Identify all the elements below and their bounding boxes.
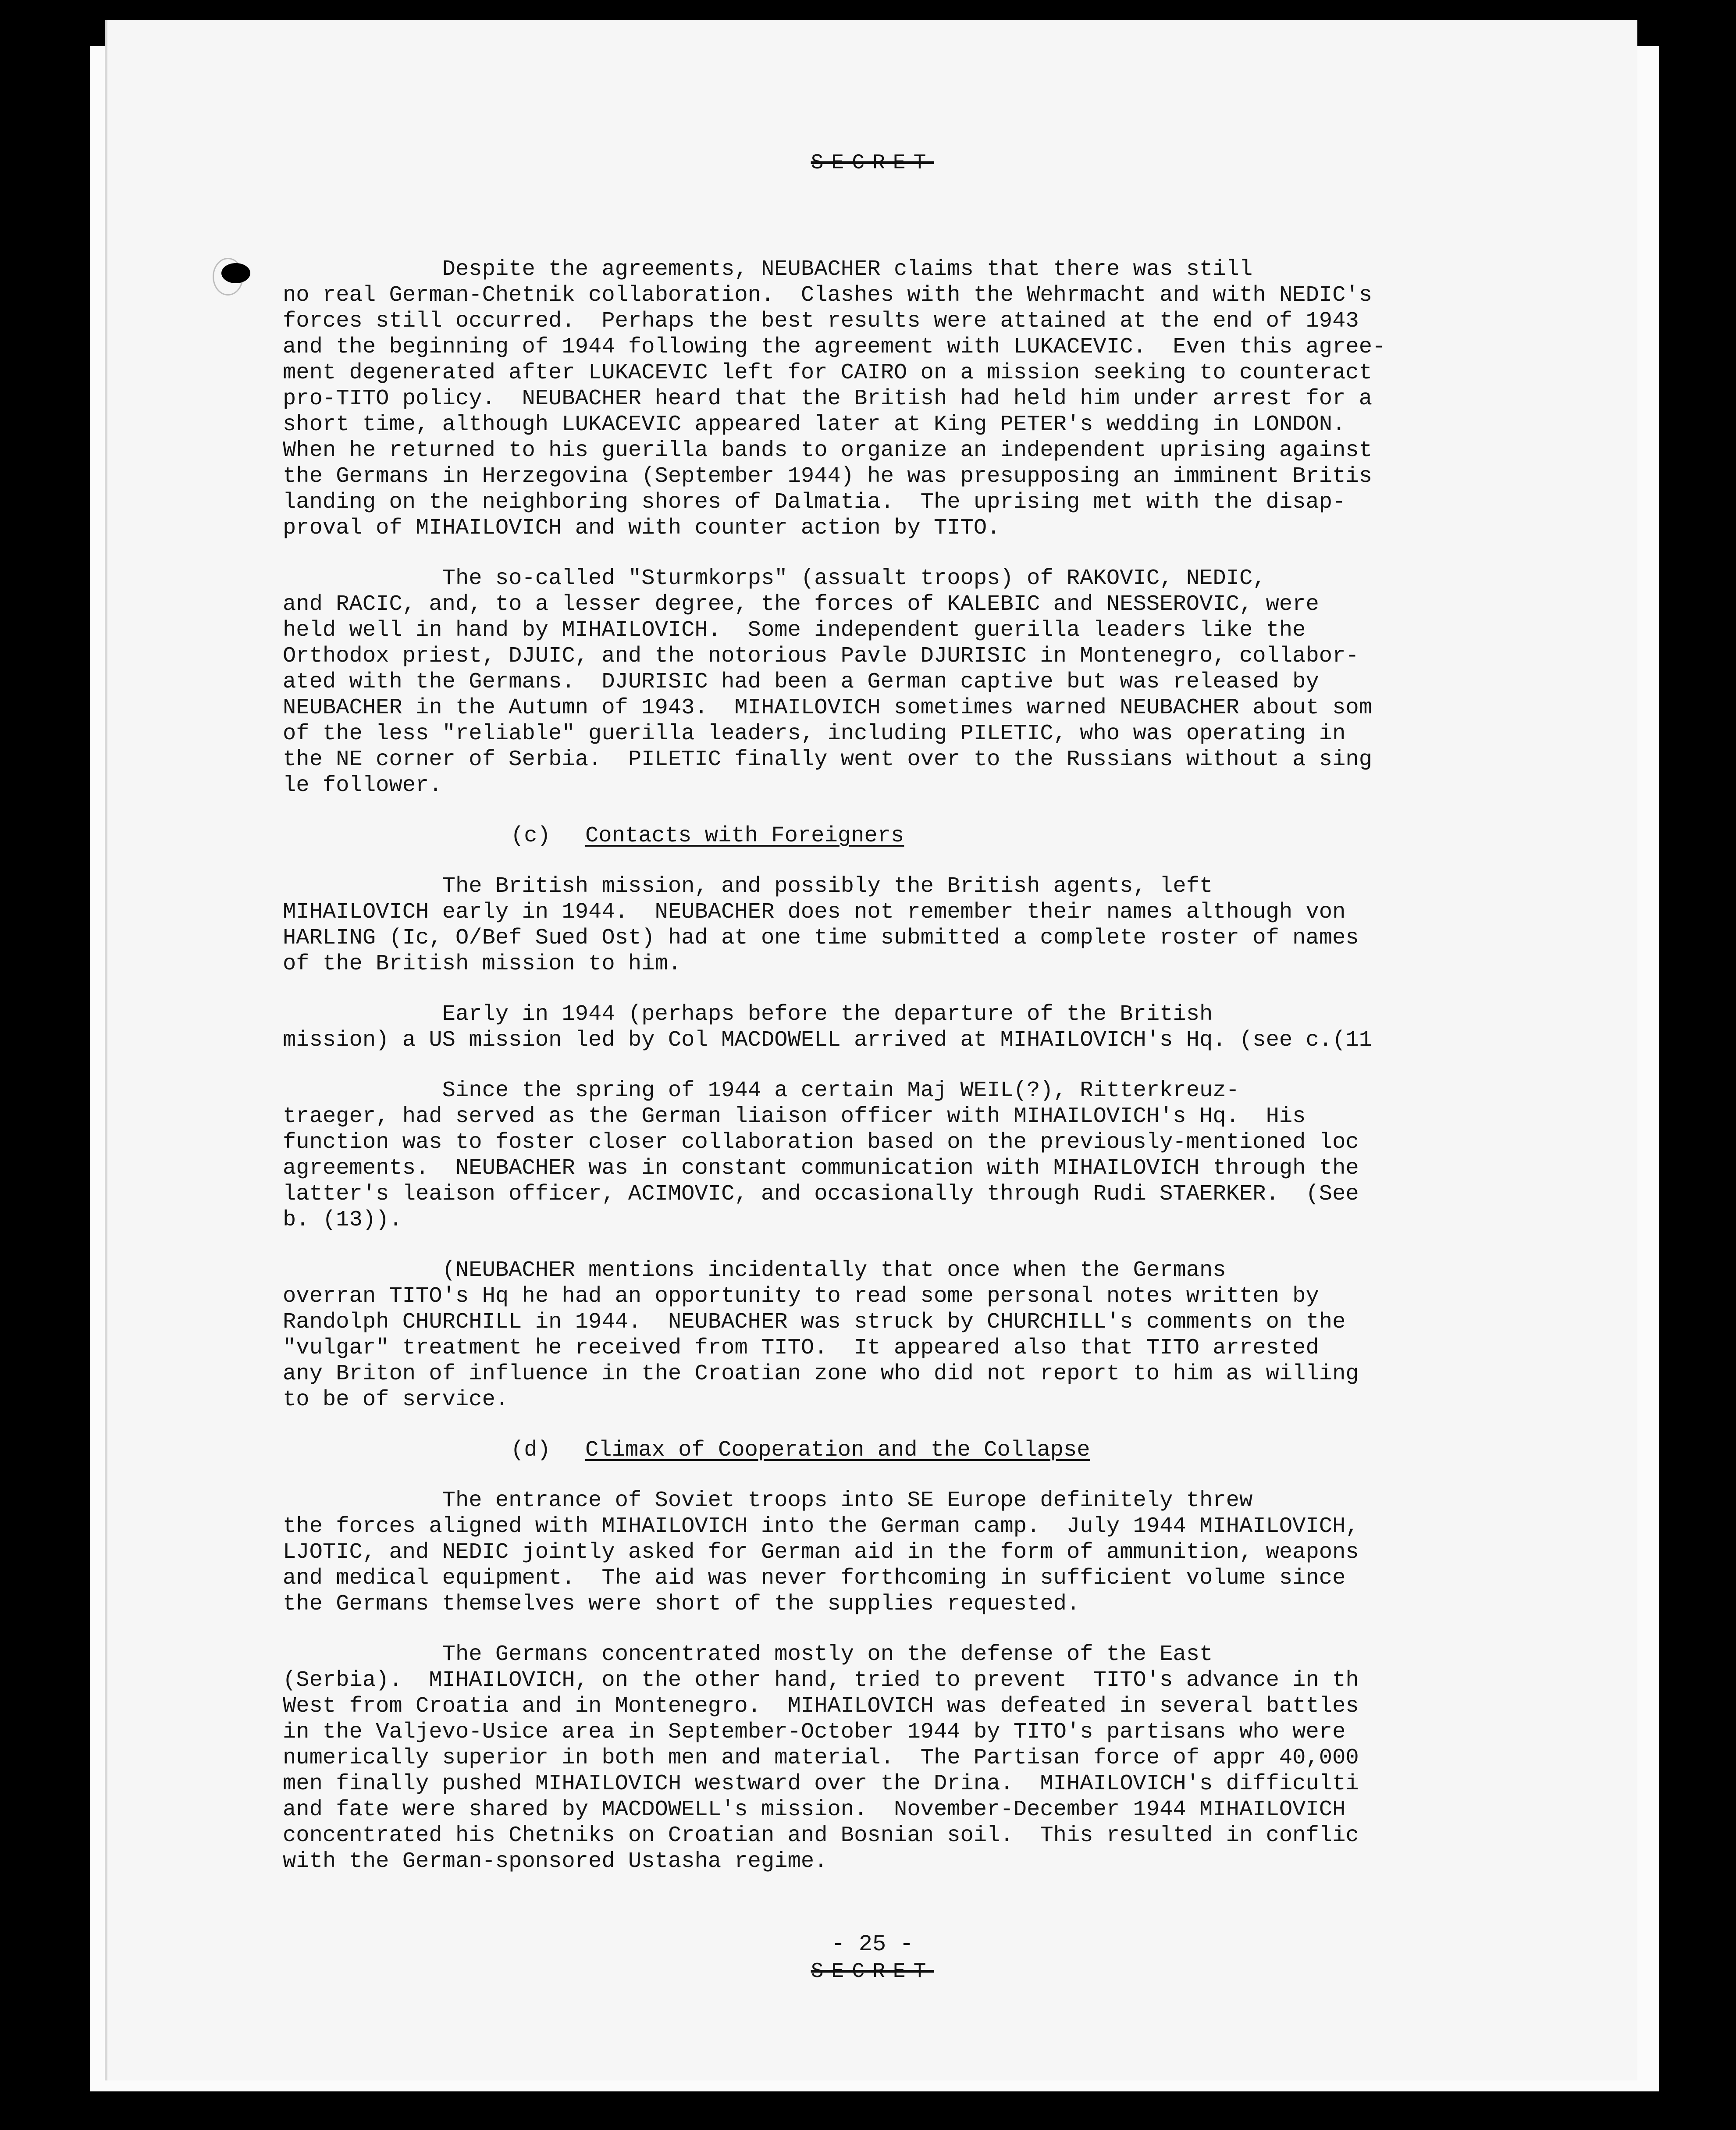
paragraph xyxy=(283,1001,1642,1053)
text-line: b. (13)). xyxy=(283,1207,402,1232)
text-line: the Germans themselves were short of the supplies requested. xyxy=(283,1592,1080,1617)
section-title: Climax of Cooperation and the Collapse xyxy=(585,1438,1090,1463)
document-body xyxy=(283,256,1642,1899)
text-line: of the British mission to him. xyxy=(283,951,682,976)
text-line: and the beginning of 1944 following the agreement with LUKACEVIC. Even this agree- xyxy=(283,335,1386,360)
text-line: function was to foster closer collaboration based on the previously-mentioned loc xyxy=(283,1130,1359,1155)
text-line: Despite the agreements, NEUBACHER claims that there was still xyxy=(283,257,1253,282)
text-line: traeger, had served as the German liaison officer with MIHAILOVICH's Hq. His xyxy=(283,1104,1306,1129)
classification-marking-top: SECRET xyxy=(811,151,934,175)
text-line: The so-called "Sturmkorps" (assualt troops) of RAKOVIC, NEDIC, xyxy=(283,566,1266,591)
text-line: overran TITO's Hq he had an opportunity to read some personal notes written by xyxy=(283,1284,1319,1309)
text-line: numerically superior in both men and material. The Partisan force of appr 40,000 xyxy=(283,1745,1359,1770)
text-line: Randolph CHURCHILL in 1944. NEUBACHER was struck by CHURCHILL's comments on the xyxy=(283,1310,1346,1335)
text-line: Since the spring of 1944 a certain Maj WEIL(?), Ritterkreuz- xyxy=(283,1078,1239,1103)
text-line: le follower. xyxy=(283,773,442,798)
text-line: with the German-sponsored Ustasha regime. xyxy=(283,1849,828,1874)
text-line: and fate were shared by MACDOWELL's mission. November-December 1944 MIHAILOVICH xyxy=(283,1797,1346,1822)
text-line: MIHAILOVICH early in 1944. NEUBACHER does not remember their names although von xyxy=(283,900,1346,925)
text-line: held well in hand by MIHAILOVICH. Some independent guerilla leaders like the xyxy=(283,618,1306,643)
section-heading xyxy=(283,1437,1642,1463)
text-line: When he returned to his guerilla bands to organize an independent uprising against xyxy=(283,438,1373,463)
text-line: ment degenerated after LUKACEVIC left for CAIRO on a mission seeking to counteract xyxy=(283,360,1373,385)
classification-marking-bottom: SECRET xyxy=(811,1960,934,1984)
text-line: Orthodox priest, DJUIC, and the notorious Pavle DJURISIC in Montenegro, collabor- xyxy=(283,644,1359,669)
text-line: (NEUBACHER mentions incidentally that once when the Germans xyxy=(283,1258,1226,1283)
text-line: The British mission, and possibly the British agents, left xyxy=(283,874,1213,899)
text-line: LJOTIC, and NEDIC jointly asked for German aid in the form of ammunition, weapons xyxy=(283,1540,1359,1565)
text-line: NEUBACHER in the Autumn of 1943. MIHAILOVICH sometimes warned NEUBACHER about som xyxy=(283,695,1373,720)
page-number: - 25 - xyxy=(831,1931,914,1957)
punch-hole xyxy=(221,263,250,283)
text-line: no real German-Chetnik collaboration. Clashes with the Wehrmacht and with NEDIC's xyxy=(283,283,1373,308)
text-line: latter's leaison officer, ACIMOVIC, and occasionally through Rudi STAERKER. (See xyxy=(283,1182,1359,1207)
paragraph xyxy=(283,1078,1642,1233)
text-line: concentrated his Chetniks on Croatian and Bosnian soil. This resulted in conflic xyxy=(283,1823,1359,1848)
text-line: and medical equipment. The aid was never forthcoming in sufficient volume since xyxy=(283,1566,1346,1591)
section-letter: (c) xyxy=(511,823,551,848)
text-line: and RACIC, and, to a lesser degree, the forces of KALEBIC and NESSEROVIC, were xyxy=(283,592,1319,617)
text-line: mission) a US mission led by Col MACDOWELL arrived at MIHAILOVICH's Hq. (see c.(11 xyxy=(283,1028,1373,1053)
text-line: West from Croatia and in Montenegro. MIHAILOVICH was defeated in several battles xyxy=(283,1694,1359,1719)
text-line: to be of service. xyxy=(283,1387,509,1412)
text-line: of the less "reliable" guerilla leaders, including PILETIC, who was operating in xyxy=(283,721,1346,746)
text-line: (Serbia). MIHAILOVICH, on the other hand, tried to prevent TITO's advance in th xyxy=(283,1668,1359,1693)
document-page xyxy=(107,20,1637,2080)
paragraph xyxy=(283,873,1642,977)
text-line: Early in 1944 (perhaps before the departure of the British xyxy=(283,1002,1213,1027)
paragraph xyxy=(283,256,1642,541)
section-letter: (d) xyxy=(511,1438,551,1463)
section-title: Contacts with Foreigners xyxy=(585,823,904,848)
text-line: men finally pushed MIHAILOVICH westward over the Drina. MIHAILOVICH's difficulti xyxy=(283,1771,1359,1796)
text-line: The Germans concentrated mostly on the defense of the East xyxy=(283,1642,1213,1667)
text-line: forces still occurred. Perhaps the best results were attained at the end of 1943 xyxy=(283,309,1359,334)
text-line: short time, although LUKACEVIC appeared later at King PETER's wedding in LONDON. xyxy=(283,412,1346,437)
paragraph xyxy=(283,1642,1642,1874)
text-line: proval of MIHAILOVICH and with counter action by TITO. xyxy=(283,516,1000,541)
text-line: The entrance of Soviet troops into SE Europe definitely threw xyxy=(283,1488,1253,1513)
paragraph xyxy=(283,1257,1642,1413)
text-line: the Germans in Herzegovina (September 1944) he was presupposing an imminent Britis xyxy=(283,464,1373,489)
text-line: "vulgar" treatment he received from TITO. It appeared also that TITO arrested xyxy=(283,1336,1319,1361)
section-heading xyxy=(283,823,1642,849)
paragraph xyxy=(283,566,1642,798)
text-line: any Briton of influence in the Croatian zone who did not report to him as willing xyxy=(283,1361,1359,1386)
text-line: landing on the neighboring shores of Dalmatia. The uprising met with the disap- xyxy=(283,490,1346,515)
text-line: ated with the Germans. DJURISIC had been a German captive but was released by xyxy=(283,670,1319,695)
text-line: pro-TITO policy. NEUBACHER heard that the British had held him under arrest for a xyxy=(283,386,1373,411)
text-line: the forces aligned with MIHAILOVICH into the German camp. July 1944 MIHAILOVICH, xyxy=(283,1514,1359,1539)
text-line: agreements. NEUBACHER was in constant communication with MIHAILOVICH through the xyxy=(283,1156,1359,1181)
text-line: HARLING (Ic, O/Bef Sued Ost) had at one time submitted a complete roster of names xyxy=(283,926,1359,951)
text-line: in the Valjevo-Usice area in September-October 1944 by TITO's partisans who were xyxy=(283,1720,1346,1745)
text-line: the NE corner of Serbia. PILETIC finally went over to the Russians without a sing xyxy=(283,747,1373,772)
paragraph xyxy=(283,1488,1642,1617)
